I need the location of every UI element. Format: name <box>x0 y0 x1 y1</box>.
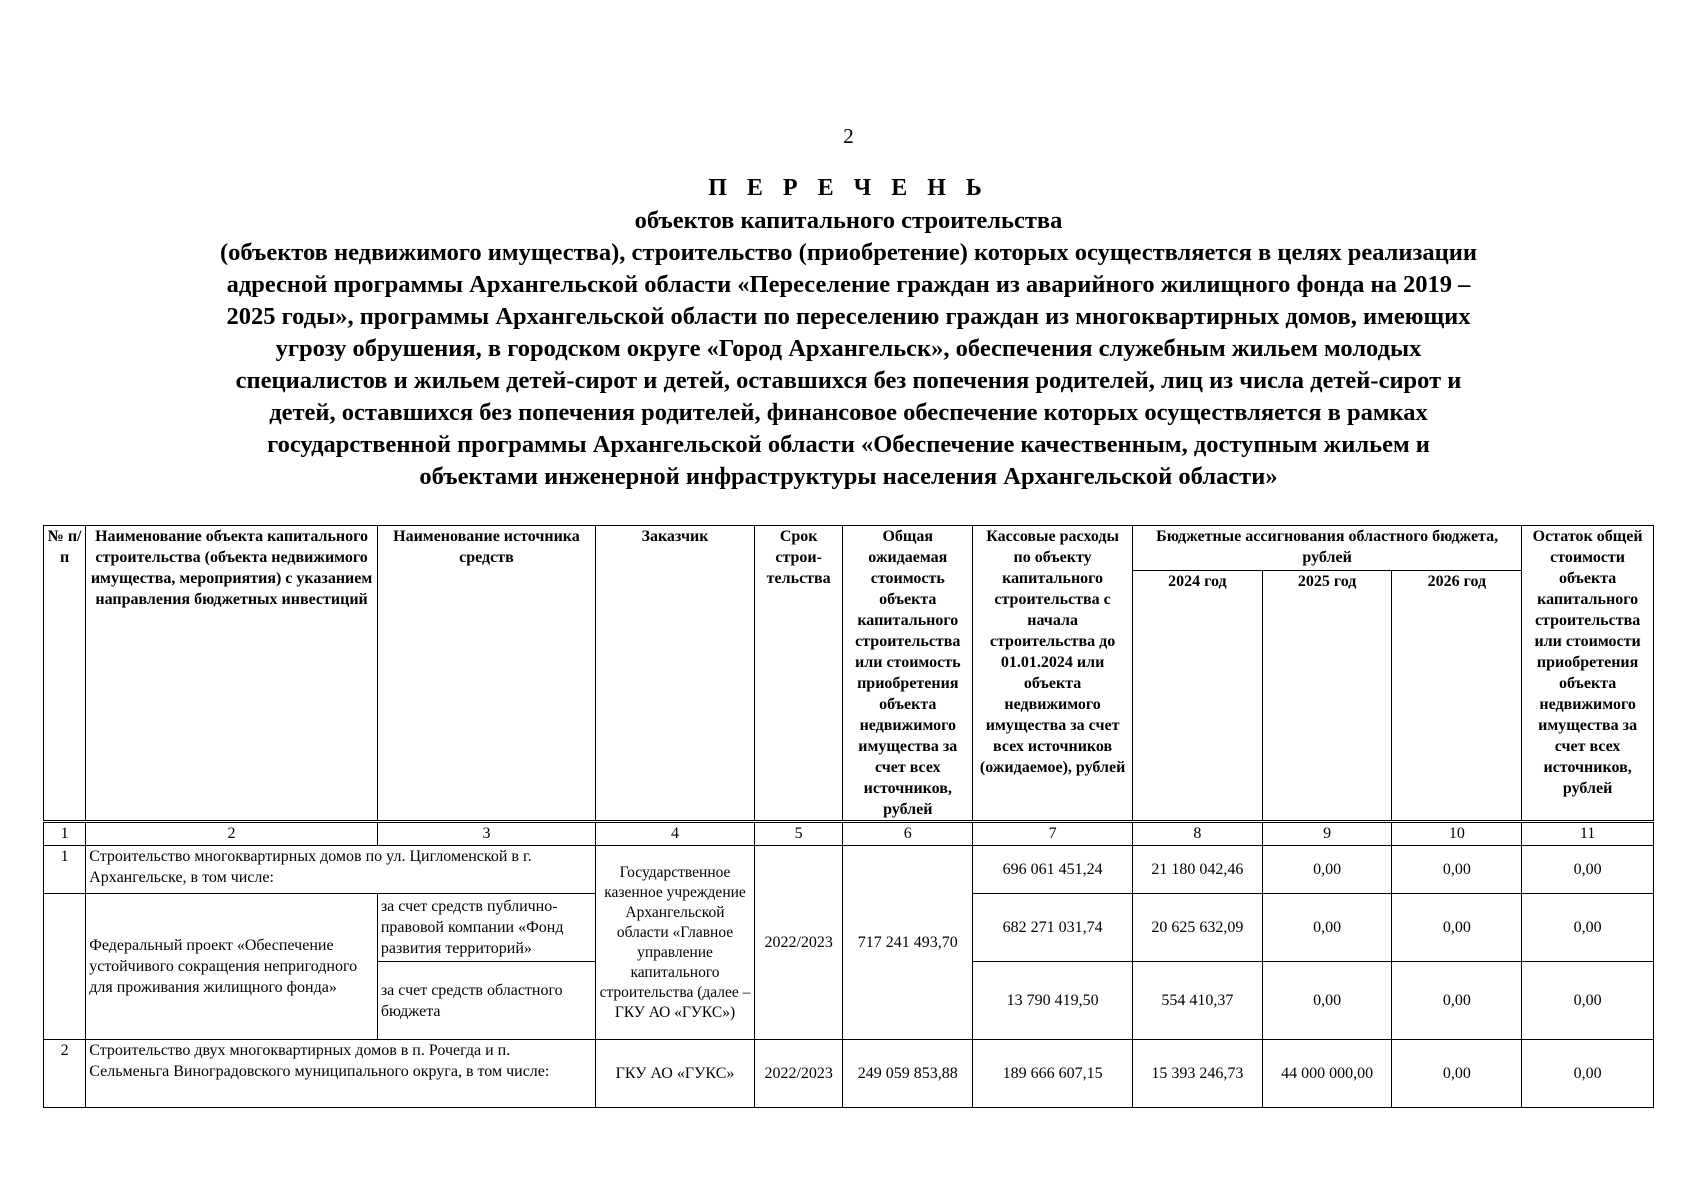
column-number: 2 <box>86 822 378 846</box>
header-2025: 2025 год <box>1262 571 1392 822</box>
column-number: 9 <box>1262 822 1392 846</box>
customer: ГКУ АО «ГУКС» <box>596 1040 755 1108</box>
budget-2024: 554 410,37 <box>1133 962 1263 1040</box>
row-num-empty <box>44 894 86 1040</box>
budget-2025: 0,00 <box>1262 846 1392 894</box>
budget-2025: 0,00 <box>1262 962 1392 1040</box>
row-num: 1 <box>44 846 86 894</box>
table-row <box>44 1040 1654 1108</box>
total-cost: 249 059 853,88 <box>843 1040 973 1108</box>
table-row <box>44 846 1654 894</box>
cash-expenses: 13 790 419,50 <box>973 962 1133 1040</box>
object-name: Строительство двух многоквартирных домов в п. Рочегда и п. Сельменьга Виноградовского муниципального округа, в том числе: <box>86 1040 596 1108</box>
title-heading: П Е Р Е Ч Е Н Ь <box>708 175 989 201</box>
page-number: 2 <box>843 124 854 148</box>
header-2026: 2026 год <box>1392 571 1522 822</box>
column-number: 6 <box>843 822 973 846</box>
column-number: 1 <box>44 822 86 846</box>
title-line: угрозу обрушения, в городском округе «Город Архангельск», обеспечения служебным жильем молодых <box>275 335 1422 362</box>
remainder: 0,00 <box>1522 894 1654 962</box>
column-number: 11 <box>1522 822 1654 846</box>
header-customer: Заказчик <box>596 526 755 822</box>
construction-term: 2022/2023 <box>754 1040 842 1108</box>
remainder: 0,00 <box>1522 1040 1654 1108</box>
budget-2026: 0,00 <box>1392 894 1522 962</box>
title-line: объектов капитального строительства <box>634 207 1063 234</box>
title-line: объектами инженерной инфраструктуры населения Архангельской области» <box>419 463 1278 490</box>
cash-expenses: 696 061 451,24 <box>973 846 1133 894</box>
budget-2025: 0,00 <box>1262 894 1392 962</box>
funding-source: за счет средств публично-правовой компании «Фонд развития территорий» <box>377 894 595 962</box>
header-budget-group: Бюджетные ассигнования областного бюджета, рублей <box>1133 526 1522 571</box>
funding-source: за счет средств областного бюджета <box>377 962 595 1040</box>
header-source: Наименование источника средств <box>377 526 595 822</box>
budget-2024: 20 625 632,09 <box>1133 894 1263 962</box>
budget-2026: 0,00 <box>1392 846 1522 894</box>
budget-2024: 15 393 246,73 <box>1133 1040 1263 1108</box>
total-cost: 717 241 493,70 <box>843 846 973 1040</box>
budget-2024: 21 180 042,46 <box>1133 846 1263 894</box>
title-line: государственной программы Архангельской области «Обеспечение качественным, доступным жильем и <box>267 431 1430 458</box>
row-num: 2 <box>44 1040 86 1108</box>
object-name: Федеральный проект «Обеспечение устойчивого сокращения непригодного для проживания жилищного фонда» <box>86 894 378 1040</box>
title-line: 2025 годы», программы Архангельской области по переселению граждан из многоквартирных домов, имеющих <box>226 303 1471 330</box>
header-row <box>44 526 1654 571</box>
budget-2025: 44 000 000,00 <box>1262 1040 1392 1108</box>
remainder: 0,00 <box>1522 846 1654 894</box>
header-cash-expenses: Кассовые расходы по объекту капитального строительства с начала строительства до 01.01.2024 или объекта недвижимого имущества за счет всех источников (ожидаемое), рублей <box>973 526 1133 822</box>
header-object-name: Наименование объекта капитального строительства (объекта недвижимого имущества, мероприятия) с указанием направления бюджетных инвестиций <box>86 526 378 822</box>
construction-term: 2022/2023 <box>754 846 842 1040</box>
budget-2026: 0,00 <box>1392 1040 1522 1108</box>
header-remainder: Остаток общей стоимости объекта капитального строительства или стоимости приобретения объекта недвижимого имущества за счет всех источников, рублей <box>1522 526 1654 822</box>
title-line: детей, оставшихся без попечения родителей, финансовое обеспечение которых осуществляется в рамках <box>269 399 1428 426</box>
cash-expenses: 189 666 607,15 <box>973 1040 1133 1108</box>
column-number: 8 <box>1133 822 1263 846</box>
header-num: № п/п <box>44 526 86 822</box>
document-title <box>100 172 1597 493</box>
budget-2026: 0,00 <box>1392 962 1522 1040</box>
header-term: Срок строи-тельства <box>754 526 842 822</box>
objects-table <box>43 525 1654 1108</box>
column-number: 5 <box>754 822 842 846</box>
column-number: 4 <box>596 822 755 846</box>
column-number: 10 <box>1392 822 1522 846</box>
column-number-row <box>44 822 1654 846</box>
customer: Государственное казенное учреждение Архангельской области «Главное управление капитального строительства (далее – ГКУ АО «ГУКС») <box>596 846 755 1040</box>
title-line: адресной программы Архангельской области «Переселение граждан из аварийного жилищного фонда на 2019 – <box>226 271 1471 298</box>
remainder: 0,00 <box>1522 962 1654 1040</box>
column-number: 3 <box>377 822 595 846</box>
column-number: 7 <box>973 822 1133 846</box>
title-line: (объектов недвижимого имущества), строительство (приобретение) которых осуществляется в целях реализации <box>219 239 1477 266</box>
header-total-cost: Общая ожидаемая стоимость объекта капитального строительства или стоимость приобретения объекта недвижимого имущества за счет всех источников, рублей <box>843 526 973 822</box>
header-2024: 2024 год <box>1133 571 1263 822</box>
title-line: специалистов и жильем детей-сирот и детей, оставшихся без попечения родителей, лиц из числа детей-сирот и <box>235 367 1462 394</box>
cash-expenses: 682 271 031,74 <box>973 894 1133 962</box>
object-name: Строительство многоквартирных домов по ул. Цигломенской в г. Архангельске, в том числе: <box>86 846 596 894</box>
